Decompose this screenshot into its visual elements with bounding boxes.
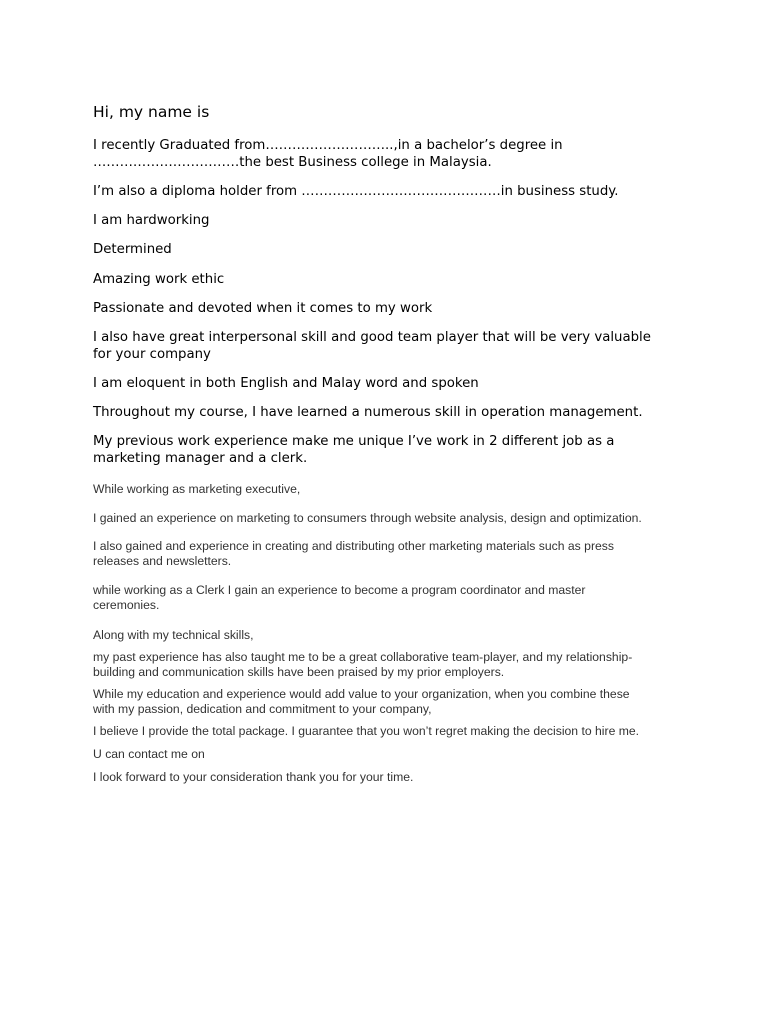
paragraph-line: Passionate and devoted when it comes to my work bbox=[93, 301, 433, 316]
paragraph-line: Amazing work ethic bbox=[93, 272, 225, 287]
paragraph-work-ethic bbox=[93, 271, 224, 288]
paragraph-line: my past experience has also taught me to be a great collaborative team-player, and my relationship- bbox=[93, 650, 633, 664]
paragraph-hardworking bbox=[93, 212, 209, 229]
paragraph-line: While working as marketing executive, bbox=[93, 482, 301, 496]
paragraph-determined bbox=[93, 241, 172, 258]
paragraph-line: Along with my technical skills, bbox=[93, 628, 254, 642]
paragraph-line: marketing manager and a clerk. bbox=[93, 451, 308, 466]
paragraph-work-experience bbox=[93, 433, 614, 467]
paragraph-line: I am hardworking bbox=[93, 213, 210, 228]
paragraph-passionate bbox=[93, 300, 432, 317]
paragraph-line: I gained an experience on marketing to consumers through website analysis, design and optimization. bbox=[93, 511, 642, 525]
paragraph-contact bbox=[93, 747, 205, 762]
paragraph-marketing-executive bbox=[93, 482, 300, 497]
paragraph-closing bbox=[93, 770, 413, 785]
paragraph-technical-skills bbox=[93, 628, 254, 643]
paragraph-line: with my passion, dedication and commitment to your company, bbox=[93, 701, 432, 716]
paragraph-clerk bbox=[93, 583, 586, 612]
paragraph-interpersonal bbox=[93, 329, 651, 363]
paragraph-line: ……………………………the best Business college in Malaysia. bbox=[93, 155, 492, 170]
paragraph-line: for your company bbox=[93, 347, 211, 362]
paragraph-line: I also have great interpersonal skill and good team player that will be very valuable bbox=[93, 330, 651, 345]
paragraph-languages bbox=[93, 375, 479, 392]
paragraph-value bbox=[93, 687, 630, 716]
paragraph-line: I’m also a diploma holder from ………………………………………in business study. bbox=[93, 184, 619, 199]
paragraph-marketing-materials bbox=[93, 539, 614, 568]
paragraph-line: Throughout my course, I have learned a numerous skill in operation management. bbox=[93, 405, 643, 420]
paragraph-line: I believe I provide the total package. I guarantee that you won’t regret making the decision to hire me. bbox=[93, 724, 640, 738]
paragraph-marketing-consumers bbox=[93, 511, 642, 526]
paragraph-line: releases and newsletters. bbox=[93, 553, 232, 568]
paragraph-line: U can contact me on bbox=[93, 747, 205, 761]
paragraph-line: While my education and experience would add value to your organization, when you combine these bbox=[93, 687, 630, 701]
paragraph-line: while working as a Clerk I gain an experience to become a program coordinator and master bbox=[93, 583, 586, 597]
paragraph-education bbox=[93, 137, 563, 171]
paragraph-total-package bbox=[93, 724, 639, 739]
greeting-heading: Hi, my name is bbox=[93, 103, 210, 121]
paragraph-line: Determined bbox=[93, 242, 172, 257]
paragraph-line: ceremonies. bbox=[93, 597, 160, 612]
paragraph-line: I recently Graduated from………………………..,in a bachelor’s degree in bbox=[93, 138, 563, 153]
paragraph-course bbox=[93, 404, 643, 421]
paragraph-line: building and communication skills have been praised by my prior employers. bbox=[93, 664, 505, 679]
paragraph-line: My previous work experience make me unique I’ve work in 2 different job as a bbox=[93, 434, 615, 449]
paragraph-team-player bbox=[93, 650, 632, 679]
paragraph-line: I am eloquent in both English and Malay word and spoken bbox=[93, 376, 479, 391]
paragraph-line: I look forward to your consideration thank you for your time. bbox=[93, 770, 414, 784]
paragraph-diploma bbox=[93, 183, 619, 200]
paragraph-line: I also gained and experience in creating and distributing other marketing materials such as press bbox=[93, 539, 614, 553]
